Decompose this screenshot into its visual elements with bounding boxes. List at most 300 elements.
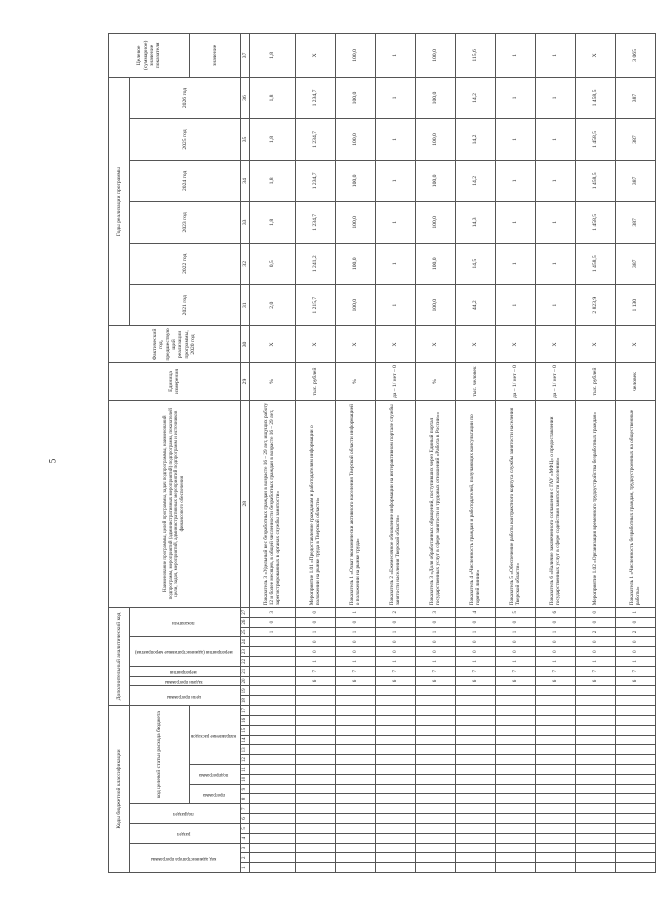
row-year-value: 14,5 bbox=[455, 243, 495, 284]
row-year-value: 44,2 bbox=[455, 284, 495, 325]
code-cell bbox=[455, 765, 495, 775]
code-cell bbox=[535, 755, 575, 765]
code-cell bbox=[415, 765, 455, 775]
row-year-value: 1 215,7 bbox=[295, 284, 335, 325]
code-cell: 0 bbox=[575, 637, 615, 647]
row-unit: да – 1/ нет – 0 bbox=[535, 363, 575, 400]
row-year-value: 1 bbox=[535, 160, 575, 201]
code-cell bbox=[295, 686, 335, 696]
row-year-value: 14,2 bbox=[455, 77, 495, 118]
years-header: Годы реализации программы bbox=[109, 77, 130, 326]
row-year-value: 1,8 bbox=[249, 119, 295, 160]
code-cell: 7 bbox=[575, 666, 615, 676]
code-cell: 3 bbox=[249, 607, 295, 617]
code-cell: 1 bbox=[615, 607, 655, 617]
code-cell bbox=[295, 853, 335, 863]
code-cell bbox=[495, 784, 535, 794]
table-row bbox=[535, 34, 575, 873]
target-header bbox=[130, 686, 241, 706]
code-cell bbox=[575, 696, 615, 706]
code-cell bbox=[375, 814, 415, 824]
code-cell bbox=[575, 863, 615, 873]
code-cell bbox=[495, 863, 535, 873]
code-cell bbox=[295, 833, 335, 843]
code-cell bbox=[375, 745, 415, 755]
row-unit: да – 1/ нет – 0 bbox=[495, 363, 535, 400]
column-number: 7 bbox=[240, 804, 249, 814]
code-cell bbox=[249, 706, 295, 716]
column-number: 5 bbox=[240, 823, 249, 833]
code-cell: 1 bbox=[295, 657, 335, 667]
code-cell bbox=[575, 686, 615, 696]
code-cell bbox=[249, 686, 295, 696]
code-cell bbox=[249, 735, 295, 745]
code-cell: 1 bbox=[415, 657, 455, 667]
code-cell: 2 bbox=[375, 607, 415, 617]
code-cell bbox=[249, 657, 295, 667]
code-cell: 1 bbox=[535, 657, 575, 667]
row-year-value: 100,0 bbox=[415, 119, 455, 160]
direction-code-header bbox=[190, 706, 241, 765]
indicators-header bbox=[130, 607, 241, 637]
code-cell bbox=[575, 706, 615, 716]
code-cell bbox=[415, 833, 455, 843]
row-year-value: 1 bbox=[495, 77, 535, 118]
column-number: 24 bbox=[240, 637, 249, 647]
table-row bbox=[335, 34, 375, 873]
code-cell bbox=[575, 784, 615, 794]
code-cell bbox=[335, 833, 375, 843]
code-cell bbox=[295, 725, 335, 735]
row-year-value: 1,8 bbox=[249, 77, 295, 118]
events-header bbox=[130, 666, 241, 676]
row-unit: тыс. человек bbox=[455, 363, 495, 400]
row-name: Показатель 6 «Наличие заключенного соглашения с ГАУ «МФЦ» о предоставлении государственных услуг в сфере содействия занятости населения» bbox=[535, 400, 575, 607]
code-cell bbox=[535, 833, 575, 843]
code-cell bbox=[375, 853, 415, 863]
year-3-header: 2023 год bbox=[130, 202, 241, 243]
code-cell bbox=[495, 725, 535, 735]
code-cell bbox=[575, 716, 615, 726]
tasks-header bbox=[130, 676, 241, 686]
code-cell bbox=[249, 833, 295, 843]
column-number: 37 bbox=[240, 34, 249, 78]
year-2-header: 2022 год bbox=[130, 243, 241, 284]
code-cell: 0 bbox=[615, 637, 655, 647]
section-header bbox=[130, 823, 241, 843]
code-cell bbox=[375, 784, 415, 794]
code-cell: 6 bbox=[615, 676, 655, 686]
code-cell bbox=[495, 696, 535, 706]
code-cell bbox=[375, 706, 415, 716]
row-year-value: 1,8 bbox=[249, 160, 295, 201]
code-cell bbox=[615, 706, 655, 716]
code-cell bbox=[495, 794, 535, 804]
row-target-value: 115,6 bbox=[455, 34, 495, 78]
year-5-header: 2025 год bbox=[130, 119, 241, 160]
code-cell bbox=[415, 745, 455, 755]
adm-events-label: мероприятия (административные мероприятия) bbox=[134, 649, 233, 655]
program-table bbox=[108, 33, 656, 873]
code-cell bbox=[295, 735, 335, 745]
code-cell bbox=[575, 735, 615, 745]
code-cell bbox=[615, 863, 655, 873]
code-cell: 0 bbox=[375, 647, 415, 657]
row-unit: да – 1/ нет – 0 bbox=[375, 363, 415, 400]
code-cell bbox=[335, 696, 375, 706]
code-cell: 0 bbox=[295, 647, 335, 657]
column-number: 8 bbox=[240, 794, 249, 804]
column-number: 6 bbox=[240, 814, 249, 824]
code-cell bbox=[335, 755, 375, 765]
row-name: Показатель 5 «Обеспечение работы контрактного корпуса службы занятости населения Тверской области» bbox=[495, 400, 535, 607]
code-cell bbox=[535, 765, 575, 775]
row-fact-2020: X bbox=[455, 326, 495, 363]
code-cell bbox=[375, 804, 415, 814]
code-cell bbox=[455, 745, 495, 755]
code-cell: 2 bbox=[575, 627, 615, 637]
column-number: 12 bbox=[240, 755, 249, 765]
row-year-value: 1 234,7 bbox=[295, 160, 335, 201]
column-number: 22 bbox=[240, 657, 249, 667]
row-year-value: 387 bbox=[615, 77, 655, 118]
code-cell: 6 bbox=[335, 676, 375, 686]
row-year-value: 100,0 bbox=[335, 119, 375, 160]
column-number: 23 bbox=[240, 647, 249, 657]
code-cell bbox=[455, 725, 495, 735]
code-cell bbox=[375, 794, 415, 804]
code-cell bbox=[455, 686, 495, 696]
code-cell bbox=[295, 814, 335, 824]
code-cell bbox=[535, 853, 575, 863]
code-cell bbox=[415, 735, 455, 745]
year-6-header: 2026 год bbox=[130, 77, 241, 118]
code-cell bbox=[535, 863, 575, 873]
code-cell bbox=[455, 823, 495, 833]
code-cell bbox=[249, 676, 295, 686]
row-name: Показатель 3 «Доля обработанных обращений, поступивших через Единый портал государственных услуг в сфере занятости и трудовых отношений «Работа в России»» bbox=[415, 400, 455, 607]
code-cell bbox=[335, 814, 375, 824]
code-cell bbox=[455, 784, 495, 794]
row-year-value: 1 bbox=[535, 243, 575, 284]
code-cell bbox=[249, 637, 295, 647]
code-cell: 0 bbox=[415, 617, 455, 627]
table-row bbox=[495, 34, 535, 873]
code-cell bbox=[295, 804, 335, 814]
code-cell bbox=[455, 706, 495, 716]
code-cell bbox=[295, 745, 335, 755]
code-cell: 0 bbox=[415, 637, 455, 647]
code-cell bbox=[295, 755, 335, 765]
code-cell: 0 bbox=[535, 637, 575, 647]
column-number: 29 bbox=[240, 363, 249, 400]
code-cell: 0 bbox=[249, 617, 295, 627]
code-cell bbox=[415, 863, 455, 873]
code-cell: 0 bbox=[415, 647, 455, 657]
row-name: Мероприятие 1.01 «Предоставление гражданам и работодателям информации о положении на рынке труда в Тверской области» bbox=[295, 400, 335, 607]
code-cell bbox=[535, 784, 575, 794]
code-cell: 2 bbox=[615, 627, 655, 637]
code-cell: 1 bbox=[495, 657, 535, 667]
column-number: 11 bbox=[240, 765, 249, 775]
code-cell: 1 bbox=[415, 627, 455, 637]
row-fact-2020: X bbox=[295, 326, 335, 363]
code-cell bbox=[415, 686, 455, 696]
code-cell: 1 bbox=[375, 657, 415, 667]
code-cell bbox=[249, 765, 295, 775]
code-cell bbox=[375, 863, 415, 873]
row-year-value: 1 458,5 bbox=[575, 160, 615, 201]
column-number: 28 bbox=[240, 400, 249, 607]
code-cell bbox=[575, 755, 615, 765]
code-cell: 1 bbox=[375, 627, 415, 637]
column-number: 18 bbox=[240, 696, 249, 706]
row-fact-2020: X bbox=[375, 326, 415, 363]
table-row bbox=[295, 34, 335, 873]
program-code-label: программа bbox=[202, 791, 225, 797]
column-number: 31 bbox=[240, 284, 249, 325]
row-year-value: 387 bbox=[615, 160, 655, 201]
code-cell: 7 bbox=[295, 666, 335, 676]
code-cell: 6 bbox=[575, 676, 615, 686]
code-cell: 1 bbox=[575, 657, 615, 667]
subprogram-code-label: подпрограмма bbox=[198, 772, 229, 778]
column-number: 36 bbox=[240, 77, 249, 118]
code-cell: 3 bbox=[415, 607, 455, 617]
code-cell bbox=[495, 843, 535, 853]
code-cell bbox=[249, 814, 295, 824]
code-cell: 6 bbox=[495, 676, 535, 686]
column-number: 30 bbox=[240, 326, 249, 363]
row-target-value: 3 065 bbox=[615, 34, 655, 78]
admin-code-label: код администратора программы bbox=[150, 855, 217, 861]
value-header: значение bbox=[190, 34, 241, 78]
row-fact-2020: X bbox=[575, 326, 615, 363]
budget-codes-header: Коды бюджетной классификации bbox=[109, 706, 130, 873]
row-fact-2020: X bbox=[535, 326, 575, 363]
code-cell bbox=[335, 774, 375, 784]
code-cell bbox=[615, 755, 655, 765]
row-year-value: 100,0 bbox=[415, 77, 455, 118]
row-year-value: 1 bbox=[375, 284, 415, 325]
code-cell: 0 bbox=[495, 617, 535, 627]
code-cell: 7 bbox=[615, 666, 655, 676]
code-cell bbox=[535, 794, 575, 804]
code-cell bbox=[335, 735, 375, 745]
row-year-value: 1 bbox=[375, 77, 415, 118]
code-cell bbox=[415, 696, 455, 706]
table-row bbox=[455, 34, 495, 873]
column-number: 15 bbox=[240, 725, 249, 735]
code-cell bbox=[375, 765, 415, 775]
column-number: 9 bbox=[240, 784, 249, 794]
code-cell bbox=[249, 716, 295, 726]
code-cell bbox=[495, 686, 535, 696]
code-cell bbox=[575, 745, 615, 755]
row-fact-2020: X bbox=[615, 326, 655, 363]
code-cell bbox=[415, 784, 455, 794]
code-cell bbox=[375, 774, 415, 784]
code-cell bbox=[455, 843, 495, 853]
code-cell bbox=[335, 765, 375, 775]
code-cell bbox=[295, 696, 335, 706]
code-cell: 0 bbox=[295, 637, 335, 647]
code-cell bbox=[535, 823, 575, 833]
code-cell bbox=[455, 716, 495, 726]
code-cell bbox=[615, 804, 655, 814]
code-cell bbox=[535, 696, 575, 706]
code-cell bbox=[249, 745, 295, 755]
tasks-label: задачи программы bbox=[164, 678, 203, 684]
row-year-value: 100,0 bbox=[335, 160, 375, 201]
code-cell bbox=[335, 784, 375, 794]
row-year-value: 2,0 bbox=[249, 284, 295, 325]
target-label: цели программы bbox=[166, 693, 201, 699]
subsection-header bbox=[130, 804, 241, 824]
code-cell bbox=[295, 774, 335, 784]
code-cell bbox=[415, 706, 455, 716]
row-year-value: 100,0 bbox=[415, 284, 455, 325]
page-number: 5 bbox=[47, 458, 58, 464]
column-number: 10 bbox=[240, 774, 249, 784]
column-number: 27 bbox=[240, 607, 249, 617]
row-target-value: 1 bbox=[495, 34, 535, 78]
row-name: Показатель 4 «Численность граждан и работодателей, получающих консультации по горячей линии» bbox=[455, 400, 495, 607]
code-cell bbox=[495, 716, 535, 726]
code-cell bbox=[335, 853, 375, 863]
row-unit: тыс. рублей bbox=[575, 363, 615, 400]
code-cell: 0 bbox=[575, 607, 615, 617]
code-cell: 1 bbox=[455, 627, 495, 637]
row-year-value: 1 bbox=[375, 160, 415, 201]
subprogram-code-header bbox=[190, 765, 241, 785]
code-cell: 4 bbox=[455, 607, 495, 617]
column-number: 19 bbox=[240, 686, 249, 696]
row-year-value: 1 234,7 bbox=[295, 77, 335, 118]
code-cell: 0 bbox=[335, 637, 375, 647]
code-cell: 6 bbox=[535, 607, 575, 617]
code-cell bbox=[249, 696, 295, 706]
column-number: 2 bbox=[240, 853, 249, 863]
row-unit: % bbox=[335, 363, 375, 400]
row-name: Мероприятие 1.02 «Организация временного трудоустройства безработных граждан» bbox=[575, 400, 615, 607]
code-cell bbox=[535, 745, 575, 755]
code-cell bbox=[615, 853, 655, 863]
code-cell bbox=[415, 725, 455, 735]
code-cell bbox=[495, 745, 535, 755]
code-cell bbox=[495, 853, 535, 863]
code-cell bbox=[335, 863, 375, 873]
code-cell bbox=[335, 794, 375, 804]
code-cell bbox=[495, 774, 535, 784]
code-cell bbox=[415, 755, 455, 765]
code-cell: 1 bbox=[615, 657, 655, 667]
code-cell bbox=[535, 843, 575, 853]
code-cell: 0 bbox=[575, 617, 615, 627]
row-unit: человек bbox=[615, 363, 655, 400]
row-year-value: 1 bbox=[535, 202, 575, 243]
row-year-value: 0,5 bbox=[249, 243, 295, 284]
code-cell bbox=[415, 804, 455, 814]
row-year-value: 1 bbox=[375, 202, 415, 243]
code-cell: 0 bbox=[615, 647, 655, 657]
code-cell bbox=[455, 755, 495, 765]
column-number: 16 bbox=[240, 716, 249, 726]
row-name: Показатель 2 «Ежемесячное обновление информации на интерактивном портале службы занятости населения Тверской области» bbox=[375, 400, 415, 607]
code-cell bbox=[249, 784, 295, 794]
code-cell bbox=[495, 706, 535, 716]
code-cell bbox=[495, 804, 535, 814]
fact-2020-header: Фактический год, предшествующий реализации программы, 2020 год bbox=[109, 326, 241, 363]
code-cell bbox=[615, 843, 655, 853]
code-cell bbox=[615, 765, 655, 775]
row-unit: тыс. рублей bbox=[295, 363, 335, 400]
program-table-wrapper bbox=[108, 33, 642, 873]
code-cell: 7 bbox=[335, 666, 375, 676]
rotated-sheet bbox=[108, 33, 642, 873]
code-cell: 0 bbox=[455, 617, 495, 627]
year-4-header: 2024 год bbox=[130, 160, 241, 201]
row-year-value: 1 bbox=[495, 284, 535, 325]
code-cell bbox=[615, 745, 655, 755]
adm-events-header bbox=[130, 637, 241, 666]
row-unit: % bbox=[249, 363, 295, 400]
row-year-value: 387 bbox=[615, 202, 655, 243]
code-cell bbox=[495, 814, 535, 824]
code-cell bbox=[295, 843, 335, 853]
events-label: мероприятия bbox=[170, 669, 197, 674]
code-cell bbox=[455, 863, 495, 873]
column-number: 14 bbox=[240, 735, 249, 745]
row-year-value: 1 234,7 bbox=[295, 119, 335, 160]
row-year-value: 1 bbox=[495, 202, 535, 243]
row-fact-2020: X bbox=[495, 326, 535, 363]
column-number: 32 bbox=[240, 243, 249, 284]
code-cell bbox=[295, 863, 335, 873]
code-cell bbox=[615, 686, 655, 696]
code-cell bbox=[335, 686, 375, 696]
code-cell bbox=[375, 686, 415, 696]
row-year-value: 1 458,5 bbox=[575, 202, 615, 243]
row-target-value: X bbox=[575, 34, 615, 78]
code-cell bbox=[335, 804, 375, 814]
row-year-value: 1 458,5 bbox=[575, 77, 615, 118]
column-number: 25 bbox=[240, 627, 249, 637]
row-year-value: 1 458,5 bbox=[575, 243, 615, 284]
row-year-value: 1 bbox=[495, 160, 535, 201]
code-cell bbox=[455, 804, 495, 814]
row-target-value: 1 bbox=[375, 34, 415, 78]
code-cell bbox=[375, 716, 415, 726]
code-cell bbox=[375, 755, 415, 765]
row-year-value: 100,0 bbox=[335, 202, 375, 243]
target-group-header: код целевой статьи расхода бюджета bbox=[130, 706, 190, 804]
table-row bbox=[415, 34, 455, 873]
row-target-value: 1,8 bbox=[249, 34, 295, 78]
column-number: 3 bbox=[240, 843, 249, 853]
row-year-value: 1 234,7 bbox=[295, 202, 335, 243]
column-number: 4 bbox=[240, 833, 249, 843]
code-cell bbox=[375, 725, 415, 735]
code-cell bbox=[615, 823, 655, 833]
code-cell bbox=[455, 833, 495, 843]
code-cell bbox=[335, 823, 375, 833]
code-cell bbox=[575, 823, 615, 833]
code-cell bbox=[249, 804, 295, 814]
code-cell bbox=[249, 863, 295, 873]
indicators-label: показатели bbox=[172, 619, 195, 625]
row-year-value: 100,0 bbox=[335, 77, 375, 118]
